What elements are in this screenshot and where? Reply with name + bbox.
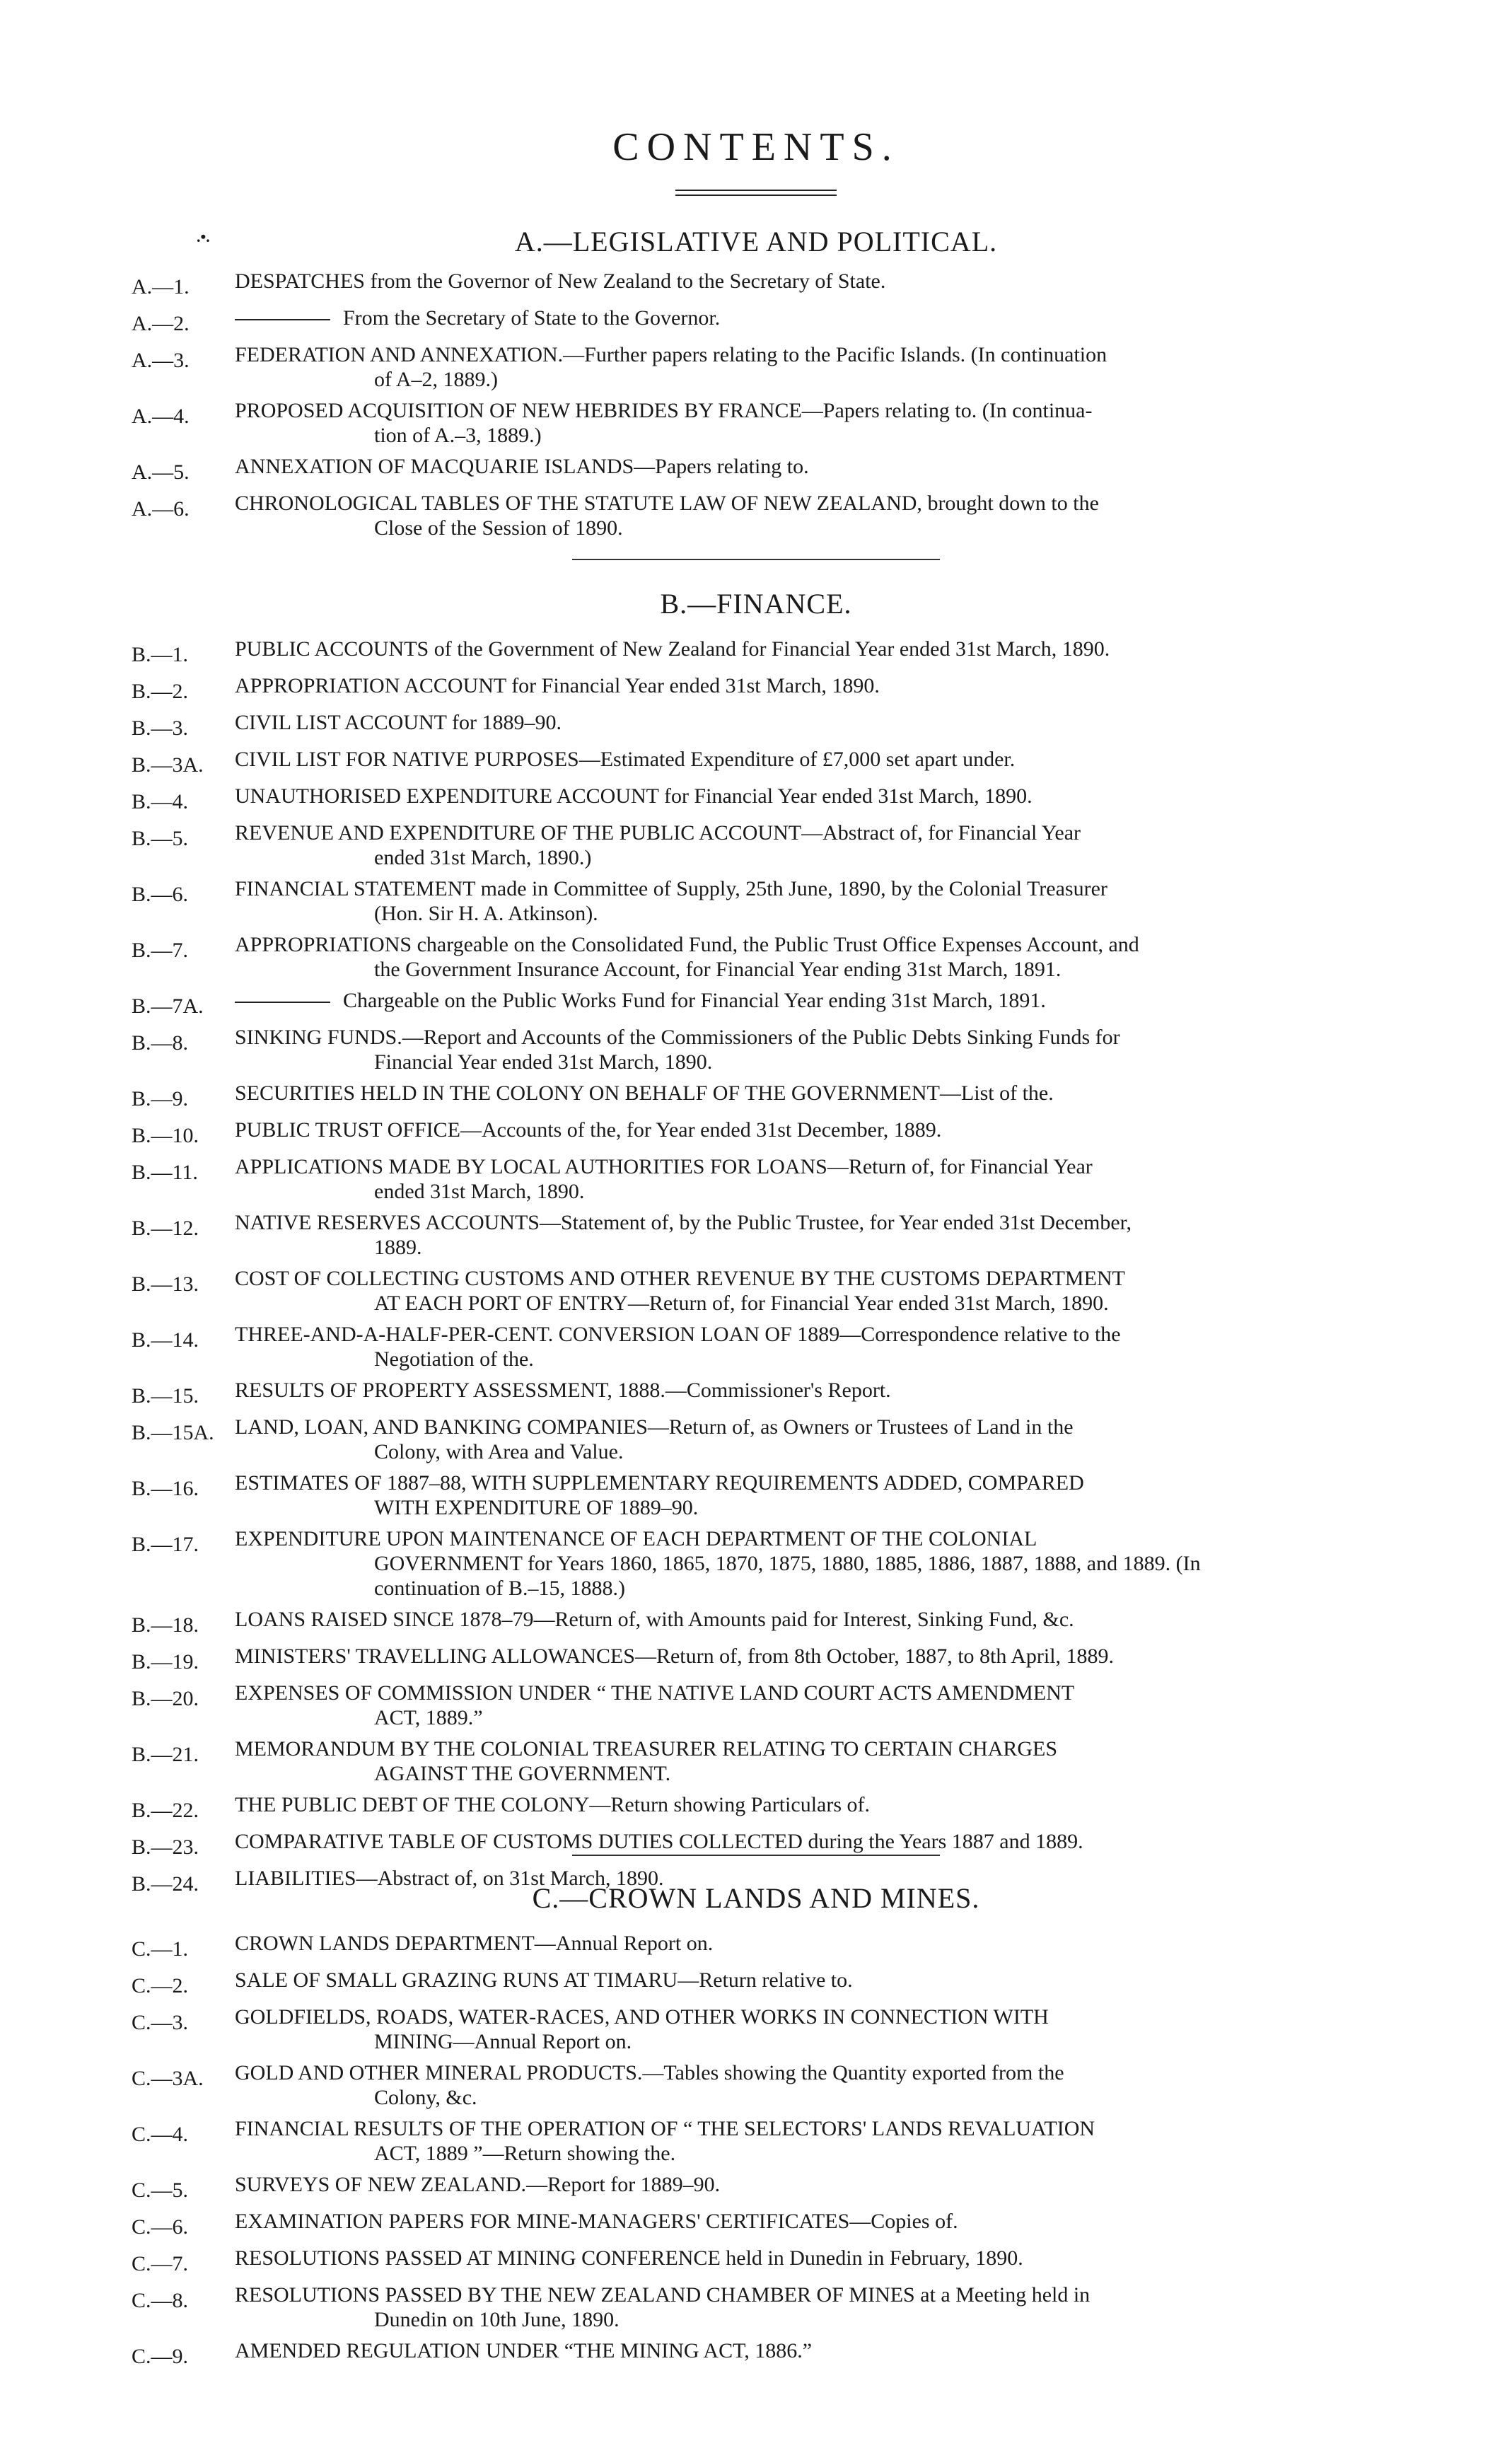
entry-line <box>235 1025 1383 1050</box>
entry-line <box>235 306 1383 330</box>
entry-continuation: AT EACH PORT OF ENTRY—Return of, for Financial Year ended 31st March, 1890. <box>374 1292 1109 1315</box>
entry-title: CIVIL LIST ACCOUNT <box>235 711 447 734</box>
page-title: CONTENTS. <box>612 125 900 169</box>
entry-code: A.—3. <box>132 349 190 372</box>
contents-entry <box>132 1378 1383 1408</box>
entry-line <box>235 1931 1383 1956</box>
entry-line <box>235 342 1383 367</box>
entry-code: A.—4. <box>132 405 190 428</box>
entry-description <box>235 2060 1383 2110</box>
contents-entry <box>132 1210 1383 1260</box>
entry-continuation: GOVERNMENT for Years 1860, 1865, 1870, 1875, 1880, 1885, 1886, 1887, 1888, and 1889. (In <box>374 1552 1201 1575</box>
entry-line <box>235 673 1383 698</box>
entry-detail: —Annual Report on. <box>534 1932 714 1955</box>
contents-entry <box>132 784 1383 814</box>
entry-code: B.—16. <box>132 1477 199 1500</box>
contents-entry <box>132 1415 1383 1464</box>
entry-code: B.—13. <box>132 1272 199 1296</box>
entry-title: APPLICATIONS MADE BY LOCAL AUTHORITIES FOR LOANS <box>235 1155 827 1178</box>
entry-code: B.—5. <box>132 827 189 850</box>
entry-continuation: MINING—Annual Report on. <box>374 2030 632 2053</box>
entry-title: FEDERATION AND ANNEXATION. <box>235 343 564 366</box>
entry-continuation: ended 31st March, 1890. <box>374 1180 585 1203</box>
entry-detail: —List of the. <box>939 1081 1054 1105</box>
entry-detail: —Return of, for Financial Year <box>827 1155 1093 1178</box>
entry-title: PUBLIC ACCOUNTS <box>235 637 429 661</box>
entry-description <box>235 820 1383 870</box>
entry-code: B.—12. <box>132 1217 199 1240</box>
entry-title: PUBLIC TRUST OFFICE <box>235 1118 460 1142</box>
entry-title: RESOLUTIONS PASSED BY THE NEW ZEALAND CHAMBER OF MINES <box>235 2283 915 2307</box>
entry-code: B.—11. <box>132 1161 198 1184</box>
entry-code: B.—19. <box>132 1650 199 1673</box>
contents-entry <box>132 306 1383 336</box>
entry-detail: made in Committee of Supply, 25th June, 1890, by the Colonial Treasurer <box>475 877 1107 900</box>
entry-description <box>235 1931 1383 1961</box>
contents-entry <box>132 1968 1383 1998</box>
entry-code: B.—6. <box>132 883 189 906</box>
entry-line <box>235 932 1383 957</box>
entry-description <box>235 1025 1383 1074</box>
entry-title: APPROPRIATION ACCOUNT <box>235 674 506 697</box>
section-divider-ab <box>572 559 940 560</box>
entry-continuation: Colony, &c. <box>374 2086 477 2109</box>
entry-line <box>235 1681 1383 1705</box>
entry-title: ESTIMATES OF 1887–88, WITH SUPPLEMENTARY REQUIREMENTS ADDED, COMPARED <box>235 1471 1084 1495</box>
entry-line <box>235 454 1383 479</box>
section-heading-b: B.—FINANCE. <box>660 588 852 620</box>
entry-title: SINKING FUNDS. <box>235 1026 402 1049</box>
entry-description <box>235 1118 1383 1148</box>
entry-description <box>235 398 1383 448</box>
contents-entry <box>132 820 1383 870</box>
entry-description <box>235 637 1383 667</box>
entry-detail: brought down to the <box>921 492 1099 515</box>
contents-entry <box>132 398 1383 448</box>
entry-detail: of the Government of New Zealand for Financial Year ended 31st March, 1890. <box>429 637 1110 661</box>
entry-detail: —Report for 1889–90. <box>526 2173 721 2196</box>
entry-line <box>235 2246 1383 2270</box>
entry-line <box>235 1210 1383 1235</box>
contents-entry <box>132 491 1383 540</box>
entry-code: C.—5. <box>132 2179 189 2202</box>
entry-description <box>235 1210 1383 1260</box>
entry-line <box>235 269 1383 294</box>
entry-detail: —Return of, with Amounts paid for Interest, Sinking Fund, &c. <box>533 1608 1074 1631</box>
entry-detail: at a Meeting held in <box>914 2283 1091 2307</box>
entry-description <box>235 1607 1383 1637</box>
entry-line <box>235 1266 1383 1291</box>
entry-description <box>235 2246 1383 2276</box>
entry-continuation: ended 31st March, 1890.) <box>374 846 592 869</box>
entry-detail: —Papers relating to. (In continua- <box>801 399 1093 422</box>
contents-entry <box>132 1118 1383 1148</box>
entry-code: B.—21. <box>132 1743 199 1766</box>
entry-continuation: ACT, 1889.” <box>374 1706 483 1729</box>
contents-entry <box>132 1154 1383 1204</box>
entry-line <box>235 2172 1383 2197</box>
entry-detail: —Return showing Particulars of. <box>589 1793 871 1816</box>
entry-code: C.—2. <box>132 1974 189 1997</box>
entry-title: NATIVE RESERVES ACCOUNTS <box>235 1211 540 1234</box>
entry-code: A.—1. <box>132 275 190 298</box>
contents-entry <box>132 2116 1383 2166</box>
entry-detail: held in Dunedin in February, 1890. <box>720 2246 1023 2270</box>
entry-title: EXPENDITURE UPON MAINTENANCE OF EACH DEPARTMENT OF THE COLONIAL <box>235 1527 1037 1550</box>
entry-title: REVENUE AND EXPENDITURE OF THE PUBLIC ACCOUNT <box>235 821 802 845</box>
contents-entry <box>132 2172 1383 2203</box>
contents-entry <box>132 269 1383 299</box>
entry-detail: Chargeable on the Public Works Fund for Financial Year ending 31st March, 1891. <box>343 989 1046 1012</box>
entry-title: THE PUBLIC DEBT OF THE COLONY <box>235 1793 590 1816</box>
contents-entry <box>132 1681 1383 1730</box>
entry-line <box>235 1792 1383 1817</box>
entry-description <box>235 1470 1383 1520</box>
entry-description <box>235 2172 1383 2203</box>
contents-entry <box>132 1736 1383 1786</box>
entry-code: B.—3A. <box>132 753 204 777</box>
entry-title: UNAUTHORISED EXPENDITURE ACCOUNT <box>235 784 659 808</box>
entry-code: B.—3. <box>132 717 189 740</box>
entry-line <box>235 784 1383 808</box>
entry-line <box>235 876 1383 901</box>
contents-entry <box>132 2209 1383 2239</box>
entry-detail: —Return of, as Owners or Trustees of Land in the <box>647 1415 1074 1439</box>
entry-detail: for Financial Year ended 31st March, 1890. <box>506 674 880 697</box>
entry-line <box>235 2116 1383 2141</box>
contents-entry <box>132 988 1383 1019</box>
entry-detail: —Abstract of, for Financial Year <box>801 821 1081 845</box>
entry-code: B.—18. <box>132 1613 199 1637</box>
entry-code: C.—3. <box>132 2011 189 2034</box>
entry-code: B.—8. <box>132 1031 189 1055</box>
entry-description <box>235 2209 1383 2239</box>
contents-entry <box>132 1470 1383 1520</box>
entry-code: C.—8. <box>132 2289 189 2312</box>
ditto-rule <box>235 1002 330 1003</box>
entry-detail: From the Secretary of State to the Governor. <box>343 306 721 330</box>
entry-continuation: Dunedin on 10th June, 1890. <box>374 2308 620 2331</box>
entry-description <box>235 2282 1383 2332</box>
entry-title: LAND, LOAN, AND BANKING COMPANIES <box>235 1415 648 1439</box>
entry-continuation: WITH EXPENDITURE OF 1889–90. <box>374 1496 699 1519</box>
entry-detail: —Estimated Expenditure of £7,000 set apart under. <box>578 748 1016 771</box>
entry-continuation: (Hon. Sir H. A. Atkinson). <box>374 902 598 925</box>
entry-code: B.—22. <box>132 1799 199 1822</box>
entry-code: B.—2. <box>132 680 189 703</box>
entry-title: COMPARATIVE TABLE OF CUSTOMS DUTIES COLLECTED <box>235 1830 803 1853</box>
entry-description <box>235 342 1383 392</box>
entry-detail: —Return of, from 8th October, 1887, to 8th April, 1889. <box>634 1644 1115 1668</box>
entry-detail: —Accounts of the, for Year ended 31st December, 1889. <box>460 1118 942 1142</box>
entry-description <box>235 1792 1383 1823</box>
entry-code: B.—24. <box>132 1872 199 1896</box>
entry-description <box>235 1322 1383 1371</box>
entry-detail: for 1889–90. <box>446 711 562 734</box>
entry-line <box>235 1607 1383 1632</box>
entry-line <box>235 1829 1383 1854</box>
entry-title: GOLD AND OTHER MINERAL PRODUCTS. <box>235 2061 643 2084</box>
entry-line <box>235 1470 1383 1495</box>
entry-description <box>235 1081 1383 1111</box>
entry-description <box>235 491 1383 540</box>
entry-detail: —Report and Accounts of the Commissioners of the Public Debts Sinking Funds for <box>402 1026 1120 1049</box>
entry-continuation: the Government Insurance Account, for Financial Year ending 31st March, 1891. <box>374 958 1062 981</box>
entry-code: C.—9. <box>132 2345 189 2368</box>
contents-entry <box>132 2338 1383 2369</box>
entry-description <box>235 2005 1383 2054</box>
entry-code: B.—7A. <box>132 994 204 1018</box>
contents-entry <box>132 1322 1383 1371</box>
contents-entry <box>132 637 1383 667</box>
contents-entry <box>132 454 1383 485</box>
section-heading-a: A.—LEGISLATIVE AND POLITICAL. <box>514 226 998 257</box>
entry-description <box>235 673 1383 704</box>
entry-title: THREE-AND-A-HALF-PER-CENT. CONVERSION LOAN OF 1889 <box>235 1323 840 1346</box>
entry-description <box>235 1154 1383 1204</box>
entry-description <box>235 1644 1383 1674</box>
entry-code: A.—2. <box>132 312 190 335</box>
entry-line <box>235 1968 1383 1992</box>
contents-entry <box>132 1931 1383 1961</box>
entry-title: COST OF COLLECTING CUSTOMS AND OTHER REVENUE BY THE CUSTOMS DEPARTMENT <box>235 1267 1125 1290</box>
entry-line <box>235 1526 1383 1551</box>
contents-entry <box>132 932 1383 982</box>
ink-mark: .•. <box>197 228 210 245</box>
entry-detail: chargeable on the Consolidated Fund, the Public Trust Office Expenses Account, and <box>412 933 1139 956</box>
contents-entry <box>132 2246 1383 2276</box>
entry-description <box>235 306 1383 336</box>
entry-description <box>235 747 1383 777</box>
entry-description <box>235 1378 1383 1408</box>
entry-description <box>235 988 1383 1019</box>
contents-entry <box>132 1607 1383 1637</box>
contents-entry <box>132 1526 1383 1601</box>
entry-description <box>235 1681 1383 1730</box>
entry-detail: for Financial Year ended 31st March, 1890. <box>658 784 1033 808</box>
entry-code: A.—5. <box>132 460 190 484</box>
entry-code: C.—7. <box>132 2252 189 2275</box>
entry-line <box>235 1154 1383 1179</box>
entry-title: LIABILITIES <box>235 1867 356 1890</box>
title-double-rule <box>675 190 837 196</box>
entry-description <box>235 2116 1383 2166</box>
contents-entry <box>132 1025 1383 1074</box>
entry-detail: during the Years 1887 and 1889. <box>802 1830 1083 1853</box>
entry-code: B.—9. <box>132 1087 189 1110</box>
entry-line <box>235 710 1383 735</box>
entry-continuation: ACT, 1889 ”—Return showing the. <box>374 2142 676 2165</box>
entry-title: SECURITIES HELD IN THE COLONY ON BEHALF OF THE GOVERNMENT <box>235 1081 940 1105</box>
section-c-entries <box>132 1931 1383 2375</box>
entry-code: C.—6. <box>132 2215 189 2239</box>
ditto-rule <box>235 319 330 320</box>
entry-continuation: Negotiation of the. <box>374 1347 534 1371</box>
entry-title: ANNEXATION OF MACQUARIE ISLANDS <box>235 455 634 478</box>
entry-description <box>235 784 1383 814</box>
entry-detail: —Return relative to. <box>678 1968 853 1992</box>
entry-detail: —Papers relating to. <box>634 455 809 478</box>
entry-detail: —Copies of. <box>849 2210 958 2233</box>
contents-entry <box>132 1266 1383 1316</box>
entry-code: B.—15. <box>132 1384 199 1408</box>
entry-code: C.—1. <box>132 1937 189 1961</box>
entry-description <box>235 454 1383 485</box>
entry-code: B.—23. <box>132 1835 199 1859</box>
entry-line <box>235 2060 1383 2085</box>
entry-detail: —Commissioner's Report. <box>665 1379 891 1402</box>
entry-description <box>235 2338 1383 2369</box>
contents-entry <box>132 2060 1383 2110</box>
entry-title: CIVIL LIST FOR NATIVE PURPOSES <box>235 748 579 771</box>
entry-line <box>235 2209 1383 2234</box>
contents-entry <box>132 1644 1383 1674</box>
entry-title: PROPOSED ACQUISITION OF NEW HEBRIDES BY FRANCE <box>235 399 802 422</box>
entry-description <box>235 710 1383 741</box>
entry-description <box>235 1266 1383 1316</box>
contents-entry <box>132 673 1383 704</box>
entry-continuation: tion of A.–3, 1889.) <box>374 424 542 447</box>
entry-code: C.—3A. <box>132 2067 204 2090</box>
contents-entry <box>132 1081 1383 1111</box>
entry-description <box>235 1526 1383 1601</box>
entry-code: B.—7. <box>132 939 189 962</box>
contents-entry <box>132 747 1383 777</box>
entry-description <box>235 269 1383 299</box>
contents-entry <box>132 2005 1383 2054</box>
entry-title: CROWN LANDS DEPARTMENT <box>235 1932 535 1955</box>
entry-line <box>235 988 1383 1013</box>
entry-line <box>235 491 1383 516</box>
entry-title: CHRONOLOGICAL TABLES OF THE STATUTE LAW OF NEW ZEALAND, <box>235 492 922 515</box>
entry-description <box>235 1968 1383 1998</box>
entry-continuation: Colony, with Area and Value. <box>374 1440 624 1463</box>
contents-entry <box>132 2282 1383 2332</box>
entry-detail: from the Governor of New Zealand to the Secretary of State. <box>364 269 886 293</box>
entry-line <box>235 2282 1383 2307</box>
entry-continuation: AGAINST THE GOVERNMENT. <box>374 1762 671 1785</box>
entry-line <box>235 1118 1383 1142</box>
entry-line <box>235 820 1383 845</box>
entry-description <box>235 1736 1383 1786</box>
entry-code: B.—17. <box>132 1533 199 1556</box>
entry-continuation: continuation of B.–15, 1888.) <box>374 1577 625 1600</box>
entry-line <box>235 1081 1383 1106</box>
entry-detail: —Tables showing the Quantity exported from the <box>642 2061 1064 2084</box>
entry-title: SALE OF SMALL GRAZING RUNS AT TIMARU <box>235 1968 678 1992</box>
contents-entry <box>132 876 1383 926</box>
entry-description <box>235 1415 1383 1464</box>
entry-continuation: Close of the Session of 1890. <box>374 516 623 540</box>
section-heading-c: C.—CROWN LANDS AND MINES. <box>532 1882 980 1914</box>
entry-code: A.—6. <box>132 497 190 521</box>
entry-detail: —Correspondence relative to the <box>839 1323 1121 1346</box>
entry-line <box>235 1378 1383 1403</box>
entry-title: RESOLUTIONS PASSED AT MINING CONFERENCE <box>235 2246 721 2270</box>
section-a-entries <box>132 269 1383 547</box>
entry-detail: —Further papers relating to the Pacific Islands. (In continuation <box>563 343 1107 366</box>
entry-title: EXPENSES OF COMMISSION UNDER “ THE NATIVE LAND COURT ACTS AMENDMENT <box>235 1681 1075 1705</box>
entry-line <box>235 2005 1383 2029</box>
section-b-entries <box>132 637 1383 1903</box>
entry-description <box>235 932 1383 982</box>
entry-line <box>235 1415 1383 1439</box>
entry-title: FINANCIAL RESULTS OF THE OPERATION OF “ THE SELECTORS' LANDS REVALUATION <box>235 2117 1095 2140</box>
entry-detail: —Abstract of, on 31st March, 1890. <box>356 1867 664 1890</box>
entry-line <box>235 398 1383 423</box>
entry-code: B.—14. <box>132 1328 199 1352</box>
entry-code: C.—4. <box>132 2123 189 2146</box>
entry-title: MINISTERS' TRAVELLING ALLOWANCES <box>235 1644 635 1668</box>
entry-code: B.—4. <box>132 790 189 813</box>
contents-entry <box>132 710 1383 741</box>
entry-continuation: 1889. <box>374 1236 422 1259</box>
entry-line <box>235 747 1383 772</box>
entry-line <box>235 1644 1383 1669</box>
entry-title: LOANS RAISED SINCE 1878–79 <box>235 1608 534 1631</box>
entry-line <box>235 637 1383 661</box>
entry-title: FINANCIAL STATEMENT <box>235 877 476 900</box>
contents-entry <box>132 342 1383 392</box>
entry-title: DESPATCHES <box>235 269 365 293</box>
entry-code: B.—20. <box>132 1687 199 1710</box>
entry-title: RESULTS OF PROPERTY ASSESSMENT, 1888. <box>235 1379 665 1402</box>
entry-description <box>235 876 1383 926</box>
entry-continuation: Financial Year ended 31st March, 1890. <box>374 1050 713 1074</box>
entry-title: EXAMINATION PAPERS FOR MINE-MANAGERS' CERTIFICATES <box>235 2210 850 2233</box>
entry-code: B.—10. <box>132 1124 199 1147</box>
entry-title: GOLDFIELDS, ROADS, WATER-RACES, AND OTHER WORKS IN CONNECTION WITH <box>235 2005 1049 2029</box>
contents-entry <box>132 1792 1383 1823</box>
entry-title: AMENDED REGULATION UNDER “THE MINING ACT, 1886.” <box>235 2339 813 2362</box>
entry-continuation: of A–2, 1889.) <box>374 368 498 391</box>
entry-code: B.—1. <box>132 643 189 666</box>
entry-line <box>235 1322 1383 1347</box>
entry-title: APPROPRIATIONS <box>235 933 412 956</box>
entry-line <box>235 2338 1383 2363</box>
entry-title: SURVEYS OF NEW ZEALAND. <box>235 2173 527 2196</box>
entry-title: MEMORANDUM BY THE COLONIAL TREASURER RELATING TO CERTAIN CHARGES <box>235 1737 1058 1760</box>
entry-detail: —Statement of, by the Public Trustee, for Year ended 31st December, <box>539 1211 1132 1234</box>
entry-code: B.—15A. <box>132 1421 214 1444</box>
section-divider-bc <box>572 1855 940 1856</box>
entry-line <box>235 1736 1383 1761</box>
